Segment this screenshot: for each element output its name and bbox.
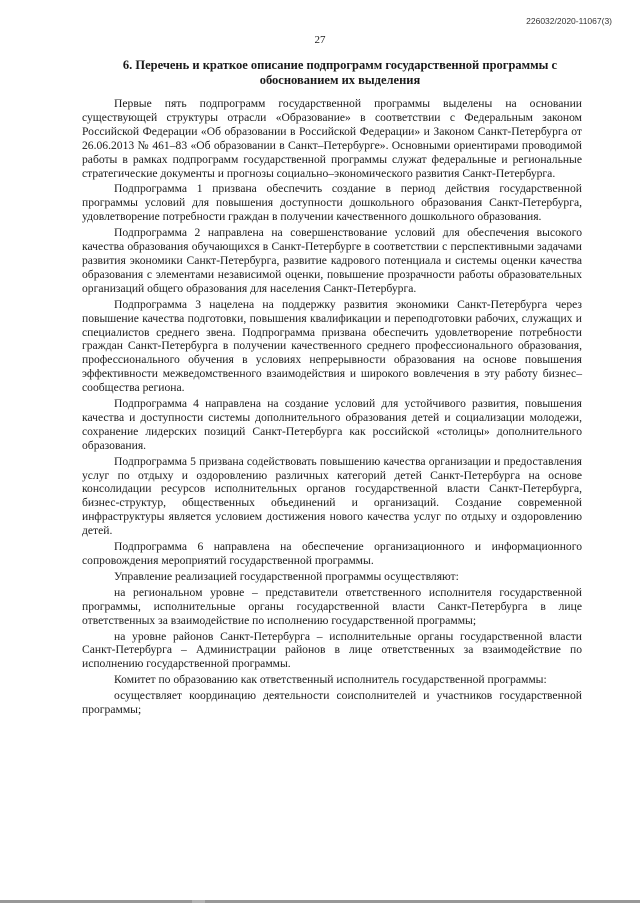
paragraph: на уровне районов Санкт-Петербурга – исполнительные органы государственной власти Санкт-Петербурга – Администрации районов в лице ответственных за взаимодействие по исполнению государственной программы. [82,629,582,671]
page-number: 27 [314,34,326,46]
paragraph: Подпрограмма 1 призвана обеспечить создание в период действия государственной программы условий для повышения доступности дошкольного образования Санкт-Петербурга, удовлетворение потребности граждан в получении качественного дошкольного образования. [82,182,582,224]
document-id: 226032/2020-11067(3) [526,16,612,26]
body-text [82,97,582,719]
paragraph: Подпрограмма 5 призвана содействовать повышению качества организации и предоставления услуг по отдыху и оздоровлению различных категорий детей Санкт-Петербурга на основе консолидации ресурсов исполнительных органов государственной власти Санкт-Петербурга, бизнес-структур, общественных объединений и организаций. Создание современной инфраструктуры является условием достижения нового качества услуг по отдыху и оздоровлению детей. [82,454,582,538]
paragraph: Подпрограмма 6 направлена на обеспечение организационного и информационного сопровождения мероприятий государственной программы. [82,540,582,567]
scan-edge-line [0,900,640,903]
paragraph: Подпрограмма 3 нацелена на поддержку развития экономики Санкт-Петербурга через повышение качества подготовки, повышения квалификации и переподготовки рабочих, служащих и специалистов среднего звена. Подпрограмма призвана обеспечить удовлетворение потребности граждан Санкт-Петербурга в получении качественного среднего профессионального образования, профессионального обучения в условиях непрерывности образования на основе повышения эффективности межведомственного взаимодействия и широкого вовлечения в эту работу бизнес–сообщества региона. [82,297,582,395]
paragraph: Комитет по образованию как ответственный исполнитель государственной программы: [114,673,547,687]
paragraph: осуществляет координацию деятельности соисполнителей и участников государственной программы; [82,689,582,717]
paragraph: на региональном уровне – представители ответственного исполнителя государственной программы, исполнительные органы государственной власти Санкт-Петербурга в лице ответственных за взаимодействие по исполнению государственной программы; [82,585,582,627]
paragraph: Подпрограмма 2 направлена на совершенствование условий для обеспечения высокого качества образования обучающихся в Санкт-Петербурге в соответствии с перспективными задачами развития экономики Санкт-Петербурга, развитие кадрового потенциала и системы оценки качества образования с элементами независимой оценки, повышение прозрачности работы образовательных организаций общего образования для населения Санкт-Петербурга. [82,226,582,295]
paragraph: Подпрограмма 4 направлена на создание условий для устойчивого развития, повышения качества и доступности системы дополнительного образования детей и социализации молодежи, сохранение лидерских позиций Санкт-Петербурга как российской «столицы» дополнительного образования. [82,397,582,452]
paragraph: Первые пять подпрограмм государственной программы выделены на основании существующей структуры отрасли «Образование» в соответствии с Федеральным законом Российской Федерации «Об образовании в Российской Федерации» и Законом Санкт-Петербурга от 26.06.2013 № 461–83 «Об образовании в Санкт–Петербурге». Основными ориентирами проводимой работы в рамках подпрограмм государственной программы служат федеральные и региональные стратегические документы и прогнозы социально–экономического развития Санкт-Петербурга. [82,97,582,180]
paragraph: Управление реализацией государственной программы осуществляют: [114,569,459,583]
section-heading: 6. Перечень и краткое описание подпрограмм государственной программы с обоснованием их выделения [122,58,558,87]
